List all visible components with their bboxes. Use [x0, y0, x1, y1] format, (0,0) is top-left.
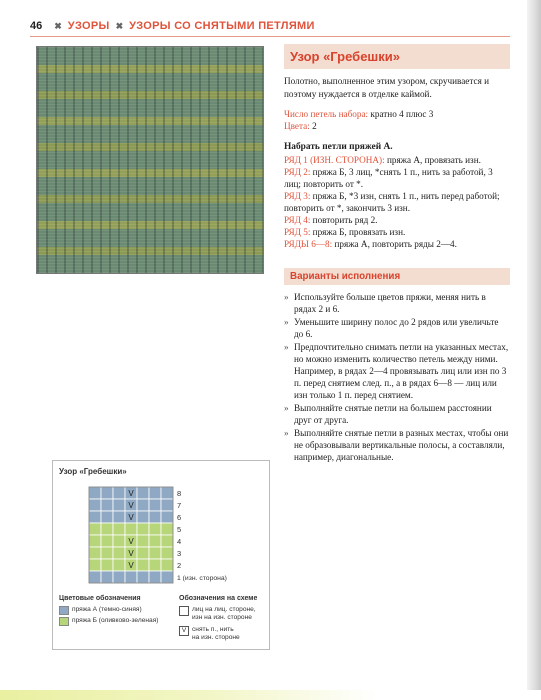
variant-item: » Используйте больше цветов пряжи, меняя нить в рядах 2 и 6.: [284, 291, 510, 315]
chart-cell: [161, 559, 173, 571]
chart-cell: [89, 535, 101, 547]
chart-cell: [89, 511, 101, 523]
chart-cell: [137, 523, 149, 535]
row-label: РЯД 3:: [284, 191, 313, 201]
colors-value: 2: [312, 121, 317, 131]
chart-row-number: 1 (изн. сторона): [177, 575, 227, 582]
chart-cell: [101, 523, 113, 535]
chart-title: Узор «Гребешки»: [59, 467, 127, 476]
chart-cell: [125, 523, 137, 535]
row-text: пряжа А, повторить ряды 2—4.: [334, 239, 457, 249]
slip-stitch-mark: V: [128, 537, 134, 546]
chart-cell: [89, 487, 101, 499]
page-edge: [527, 0, 541, 700]
row-label: РЯД 2:: [284, 167, 313, 177]
chart-row-number: 6: [177, 513, 182, 522]
header-section: УЗОРЫ: [67, 20, 110, 32]
row-text: повторить ряд 2.: [312, 215, 378, 225]
chart-row-number: 7: [177, 501, 182, 510]
chart-panel: [52, 460, 270, 650]
separator-icon: ✖: [54, 20, 62, 31]
pattern-text: [284, 44, 510, 464]
row-instruction: [284, 190, 510, 214]
chart-cell: [161, 499, 173, 511]
chart-cell: [149, 523, 161, 535]
row-label: РЯД 1 (ИЗН. СТОРОНА):: [284, 155, 387, 165]
chart-cell: [149, 535, 161, 547]
legend-color-a: [59, 606, 142, 615]
chart-cell: [125, 571, 137, 583]
row-text: пряжа Б, провязать изн.: [312, 227, 406, 237]
chart-cell: [101, 571, 113, 583]
chart-cell: [113, 511, 125, 523]
chart-cell: [113, 559, 125, 571]
chart-row-number: 4: [177, 537, 182, 546]
slip-stitch-mark: V: [128, 549, 134, 558]
chart-cell: [113, 487, 125, 499]
row-label: РЯД 4:: [284, 215, 313, 225]
stitch-count-label: Число петель набора:: [284, 109, 369, 119]
chart-cell: [113, 547, 125, 559]
row-text: пряжа А, провязать изн.: [386, 155, 481, 165]
chart-cell: [161, 535, 173, 547]
colors-label: Цвета:: [284, 121, 310, 131]
stitch-count-value: кратно 4 плюс 3: [370, 109, 434, 119]
stitch-count: [284, 108, 510, 120]
row-instruction: [284, 238, 510, 250]
row-text: пряжа Б, 3 лиц, *снять 1 п., нить за работой, 3 лиц; повторить от *.: [284, 167, 493, 189]
row-label: РЯД 5:: [284, 227, 313, 237]
variants-title: Варианты исполнения: [284, 268, 510, 285]
chart-row-number: 5: [177, 525, 182, 534]
slip-symbol-icon: V: [179, 626, 189, 636]
row-instructions: [284, 154, 510, 250]
swatch-photo: [36, 46, 264, 274]
legend-color-b-label: пряжа Б (оливково-зеленая): [72, 617, 159, 624]
chart-cell: [149, 547, 161, 559]
chart-row-number: 3: [177, 549, 182, 558]
row-instruction: [284, 154, 510, 166]
legend-knit: [179, 606, 256, 622]
chart-cell: [161, 547, 173, 559]
variant-item: » Выполняйте снятые петли в разных местах, чтобы они не образовывали вертикальные полосы, а составляли, например, диагональные.: [284, 427, 510, 463]
chart-cell: [149, 559, 161, 571]
chart-cell: [137, 559, 149, 571]
variants-list: [284, 291, 510, 463]
legend-colors-heading: Цветовые обозначения: [59, 595, 141, 602]
variant-item: » Предпочтительно снимать петли на указанных местах, но можно изменить количество петель между ними. Например, в рядах 2—4 провязывать лиц или изн по 3 п. перед снятием след. п., а в рядах 6—8 — лиц или изн только 1 п. перед снятием.: [284, 341, 510, 401]
chart-cell: [161, 487, 173, 499]
colors-count: [284, 120, 510, 132]
row-instruction: [284, 166, 510, 190]
chart-cell: [89, 571, 101, 583]
chart-cell: [149, 511, 161, 523]
row-instruction: [284, 226, 510, 238]
legend-slip-line1: снять п., нить: [192, 626, 234, 633]
chart-cell: [89, 523, 101, 535]
legend-knit-line1: лиц на лиц. стороне,: [192, 606, 256, 613]
row-label: РЯДЫ 6—8:: [284, 239, 335, 249]
slip-stitch-mark: V: [128, 489, 134, 498]
chart-cell: [89, 547, 101, 559]
yarn-a-swatch: [59, 606, 69, 615]
chart-cell: [137, 571, 149, 583]
bottom-strip: [0, 690, 541, 700]
legend-slip: [179, 626, 240, 642]
pattern-title: Узор «Гребешки»: [284, 44, 510, 69]
chart-cell: [113, 523, 125, 535]
chart-cell: [101, 547, 113, 559]
chart-cell: [113, 535, 125, 547]
chart-cell: [161, 523, 173, 535]
chart-cell: [161, 571, 173, 583]
chart-cell: [113, 571, 125, 583]
chart-cell: [149, 571, 161, 583]
chart-cell: [101, 499, 113, 511]
slip-stitch-mark: V: [128, 513, 134, 522]
legend-color-a-label: пряжа А (темно-синяя): [72, 606, 142, 613]
slip-stitch-mark: V: [128, 561, 134, 570]
chart-cell: [113, 499, 125, 511]
chart-cell: [89, 499, 101, 511]
yarn-b-swatch: [59, 617, 69, 626]
header-rule: [30, 36, 510, 37]
row-text: пряжа Б, *3 изн, снять 1 п., нить перед работой; повторить от *, закончить 3 изн.: [284, 191, 500, 213]
chart-cell: [161, 511, 173, 523]
row-instruction: [284, 214, 510, 226]
chart-cell: [89, 559, 101, 571]
running-header: [30, 18, 315, 34]
chart-cell: [137, 547, 149, 559]
chart-cell: [137, 511, 149, 523]
variant-item: » Уменьшите ширину полос до 2 рядов или увеличьте до 6.: [284, 316, 510, 340]
chart-cell: [101, 535, 113, 547]
legend-knit-line2: изн на изн. стороне: [192, 614, 252, 621]
legend-slip-line2: на изн. стороне: [192, 634, 240, 641]
slip-stitch-mark: V: [128, 501, 134, 510]
legend-symbols-heading: Обозначения на схеме: [179, 595, 258, 602]
chart-row-number: 8: [177, 489, 182, 498]
chart-cell: [101, 487, 113, 499]
chart-cell: [137, 499, 149, 511]
cast-on: Набрать петли пряжей А.: [284, 142, 393, 152]
chart-cell: [149, 499, 161, 511]
chart-row-number: 2: [177, 561, 182, 570]
pattern-intro: Полотно, выполненное этим узором, скручивается и поэтому нуждается в отделке каймой.: [284, 76, 490, 99]
chart-cell: [101, 559, 113, 571]
variant-item: » Выполняйте снятые петли на большем расстоянии друг от друга.: [284, 402, 510, 426]
chart-cell: [137, 535, 149, 547]
page-number: 46: [30, 20, 43, 32]
chart-cell: [149, 487, 161, 499]
chart-cell: [137, 487, 149, 499]
separator-icon: ✖: [115, 20, 124, 31]
header-subsection: УЗОРЫ СО СНЯТЫМИ ПЕТЛЯМИ: [129, 20, 315, 32]
chart-cell: [101, 511, 113, 523]
legend-color-b: [59, 617, 158, 626]
knit-symbol-icon: [179, 606, 189, 616]
